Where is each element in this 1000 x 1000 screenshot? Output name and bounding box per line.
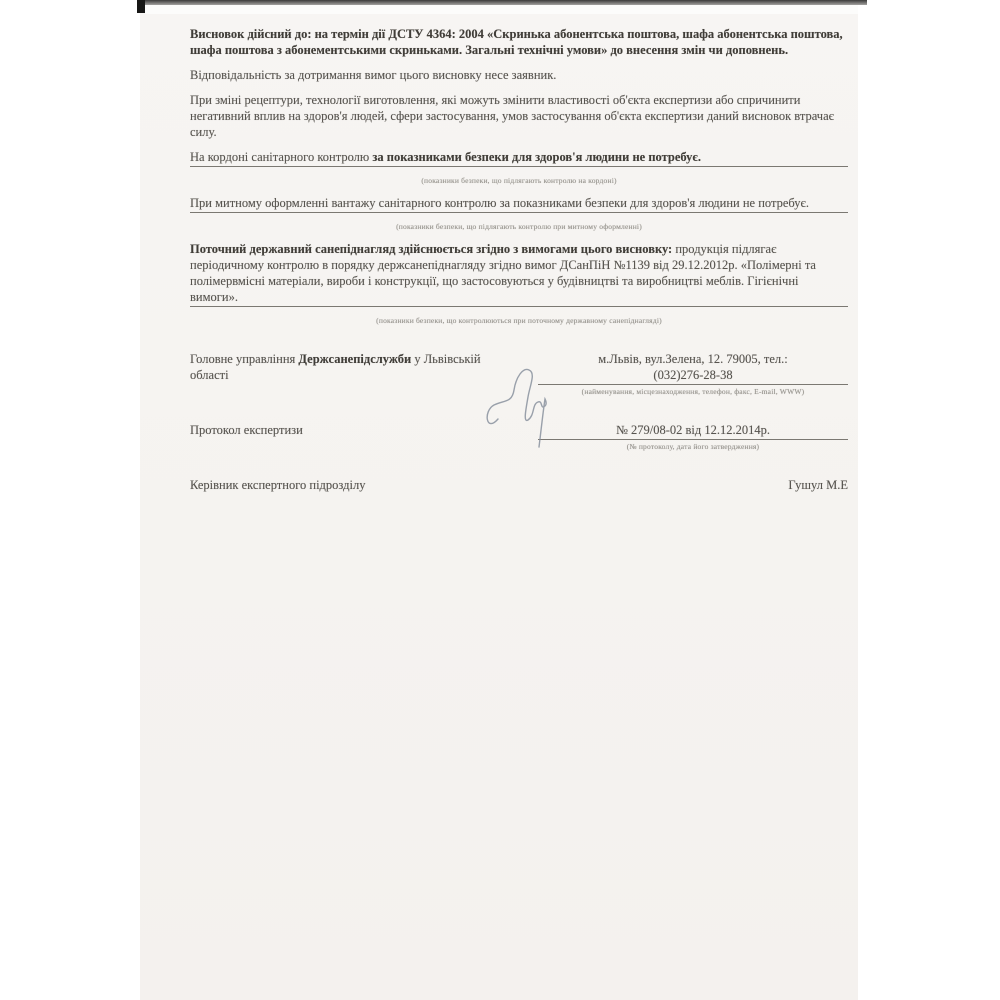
protocol-number: № 279/08-02 від 12.12.2014р.: [538, 422, 848, 440]
scan-top-gap: [145, 5, 858, 14]
protocol-label: Протокол експертизи: [190, 423, 303, 437]
customs-statement: При митному оформленні вантажу санітарного контролю за показниками безпеки для здоров'я людини не потребує.: [190, 195, 848, 213]
border-control-lead: На кордоні санітарного контролю: [190, 150, 373, 164]
customs-caption: (показники безпеки, що підлягають контролю при митному оформленні): [396, 222, 642, 231]
signatory-label: Керівник експертного підрозділу: [190, 478, 366, 492]
issuer-name-post: у Львівській області: [190, 352, 481, 382]
supervision-statement: [190, 241, 848, 307]
recipe-change-paragraph: При зміні рецептури, технології виготовлення, які можуть змінити властивості об'єкта експертизи або спричинити негативний вплив на здоров'я людей, сфери застосування, умов застосування об'єкта експертизи даний висновок втрачає силу.: [190, 93, 834, 139]
protocol-caption: (№ протоколу, дата його затвердження): [626, 442, 760, 451]
supervision-caption: (показники безпеки, що контролюються при поточному державному санепіднагляді): [376, 316, 662, 325]
supervision-rest: продукція підлягає періодичному контролю в порядку держсанепіднагляду згідно вимог ДСанПіН №1139 від 29.12.2012р. «Полімерні та полімервмісні матеріали, вироби і конструкції, що застосовуються у будівництві та виробництві меблів. Гігієнічні вимоги».: [190, 242, 816, 304]
issuer-phone: (032)276-28-38: [653, 368, 733, 382]
issuer-name-bold: Держсанепідслужби: [298, 352, 412, 366]
border-control-statement: [190, 149, 848, 167]
responsibility-paragraph: Відповідальність за дотримання вимог цього висновку несе заявник.: [190, 68, 557, 82]
scan-corner-mark: [137, 0, 145, 13]
scanned-document-page: [140, 0, 858, 1000]
signature-icon: [482, 357, 562, 457]
validity-paragraph: Висновок дійсний до: на термін дії ДСТУ 4364: 2004 «Скринька абонентська поштова, шафа абонентська поштова, шафа поштова з абонементськими скриньками. Загальні технічні умови» до внесення змін чи доповнень.: [190, 27, 843, 57]
issuer-address-line1: м.Львів, вул.Зелена, 12. 79005, тел.:: [598, 352, 788, 366]
protocol-info: [538, 422, 848, 451]
signatory-name: Гушул М.Е: [788, 478, 848, 492]
issuer-name: [190, 351, 500, 383]
issuer-address: [538, 351, 848, 385]
signatory-row: [190, 477, 848, 493]
issuer-caption: (найменування, місцезнаходження, телефон, факс, E-mail, WWW): [581, 387, 805, 396]
issuer-contact: [538, 351, 848, 396]
supervision-lead: Поточний державний санепіднагляд здійснюється згідно з вимогами цього висновку:: [190, 242, 676, 256]
issuer-name-pre: Головне управління: [190, 352, 299, 366]
border-control-emphasis: за показниками безпеки для здоров'я людини не потребує.: [372, 150, 701, 164]
border-control-caption: (показники безпеки, що підлягають контролю на кордоні): [421, 176, 617, 185]
